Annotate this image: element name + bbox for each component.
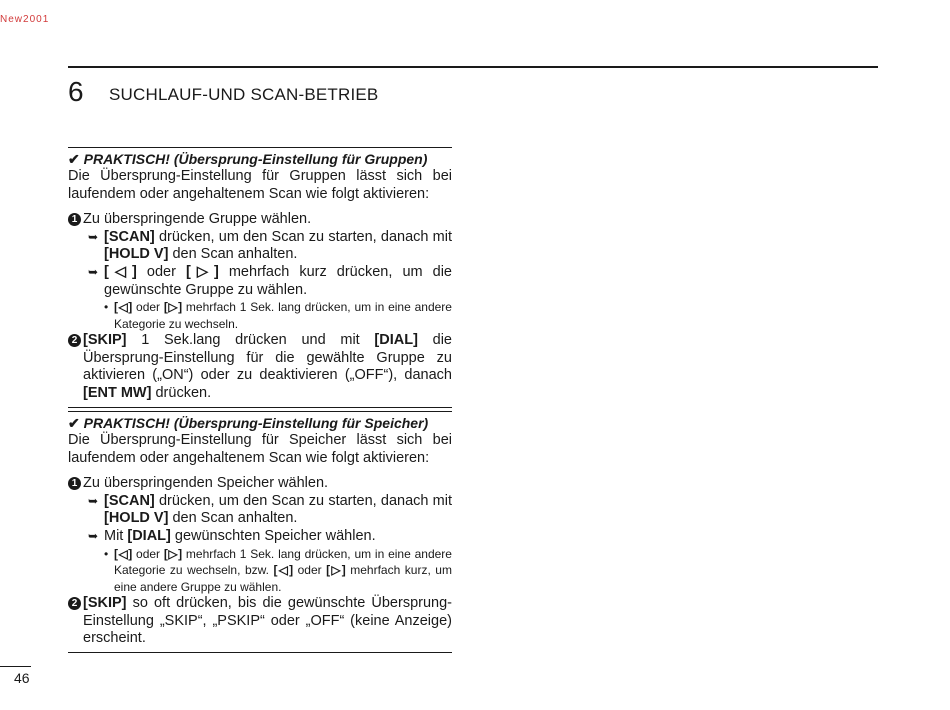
bullet-icon: • [104,300,109,315]
step-2: 2 [SKIP] 1 Sek.lang drücken und mit [DIAL] die Übersprung-Einstellung für die gewählte Gruppe zu aktivieren („ON“) oder zu deaktivieren („OFF“), danach [ENT MW] drücken. [68,332,452,406]
tip-box-groups [68,147,452,408]
instruction-item: ➥ [◁] oder [▷] mehrfach kurz drücken, um die gewünschte Gruppe zu wählen. [88,263,452,298]
step-1 [68,211,452,229]
step-number-icon: 1 [68,477,81,490]
note-item: • [◁] oder [▷] mehrfach 1 Sek. lang drücken, um in eine andere Kategorie zu wechseln. [104,300,452,331]
key-label: [DIAL] [374,332,418,349]
key-label: [ENT MW] [83,384,152,401]
footer-rule [0,666,31,667]
check-icon: ✔ [68,151,80,167]
arrow-icon: ➥ [88,264,99,279]
key-label: [SCAN] [104,228,155,245]
bullet-icon: • [104,546,109,561]
tip-heading-text: PRAKTISCH! (Übersprung-Einstellung für Gruppen) [83,151,428,167]
tip-heading-text: PRAKTISCH! (Übersprung-Einstellung für Speicher) [83,415,429,431]
chapter-title: SUCHLAUF-UND SCAN-BETRIEB [109,85,379,104]
step-1 [68,475,452,493]
tip-heading [68,415,452,432]
instruction-item: ➥ [SCAN] drücken, um den Scan zu starten, danach mit [HOLD V] den Scan anhalten. [88,492,452,527]
corner-mark: New2001 [0,14,50,25]
arrow-icon: ➥ [88,229,99,244]
key-label: [HOLD V] [104,510,169,527]
check-icon: ✔ [68,415,80,431]
key-label: [▷] [185,263,219,280]
step-text: Zu überspringenden Speicher wählen. [83,475,329,492]
key-label: [HOLD V] [104,246,169,263]
key-label: [◁] [104,263,137,280]
tip-intro: Die Übersprung-Einstellung für Gruppen lässt sich bei laufendem oder angehaltenem Scan wie folgt aktivieren: [68,168,452,202]
instruction-item: ➥ [SCAN] drücken, um den Scan zu starten, danach mit [HOLD V] den Scan anhalten. [88,228,452,263]
step-number-icon: 2 [68,334,81,347]
note-item: • [◁] oder [▷] mehrfach 1 Sek. lang drücken, um in eine andere Kategorie zu wechseln, bzw. [◁] oder [▷] mehrfach kurz, um eine andere Gruppe zu wählen. [104,546,452,594]
instruction-item: ➥ Mit [DIAL] gewünschten Speicher wählen. [88,527,376,544]
header-rule [68,66,878,68]
key-label: [SCAN] [104,492,155,509]
tip-box-memory [68,411,452,653]
step-number-icon: 1 [68,213,81,226]
page-number: 46 [14,670,30,686]
chapter-number: 6 [68,76,84,107]
key-label: [DIAL] [127,527,171,544]
step-number-icon: 2 [68,597,81,610]
tip-intro: Die Übersprung-Einstellung für Speicher lässt sich bei laufendem oder angehaltenem Scan wie folgt aktivieren: [68,432,452,466]
tip-heading [68,151,452,168]
key-label: [SKIP] [83,332,127,349]
arrow-icon: ➥ [88,528,99,543]
step-2: 2 [SKIP] so oft drücken, bis die gewünschte Übersprung-Einstellung „SKIP“, „PSKIP“ oder „OFF“ (keine Anzeige) erscheint. [68,595,452,652]
arrow-icon: ➥ [88,493,99,508]
step-text: Zu überspringende Gruppe wählen. [83,211,312,228]
key-label: [SKIP] [83,595,127,612]
